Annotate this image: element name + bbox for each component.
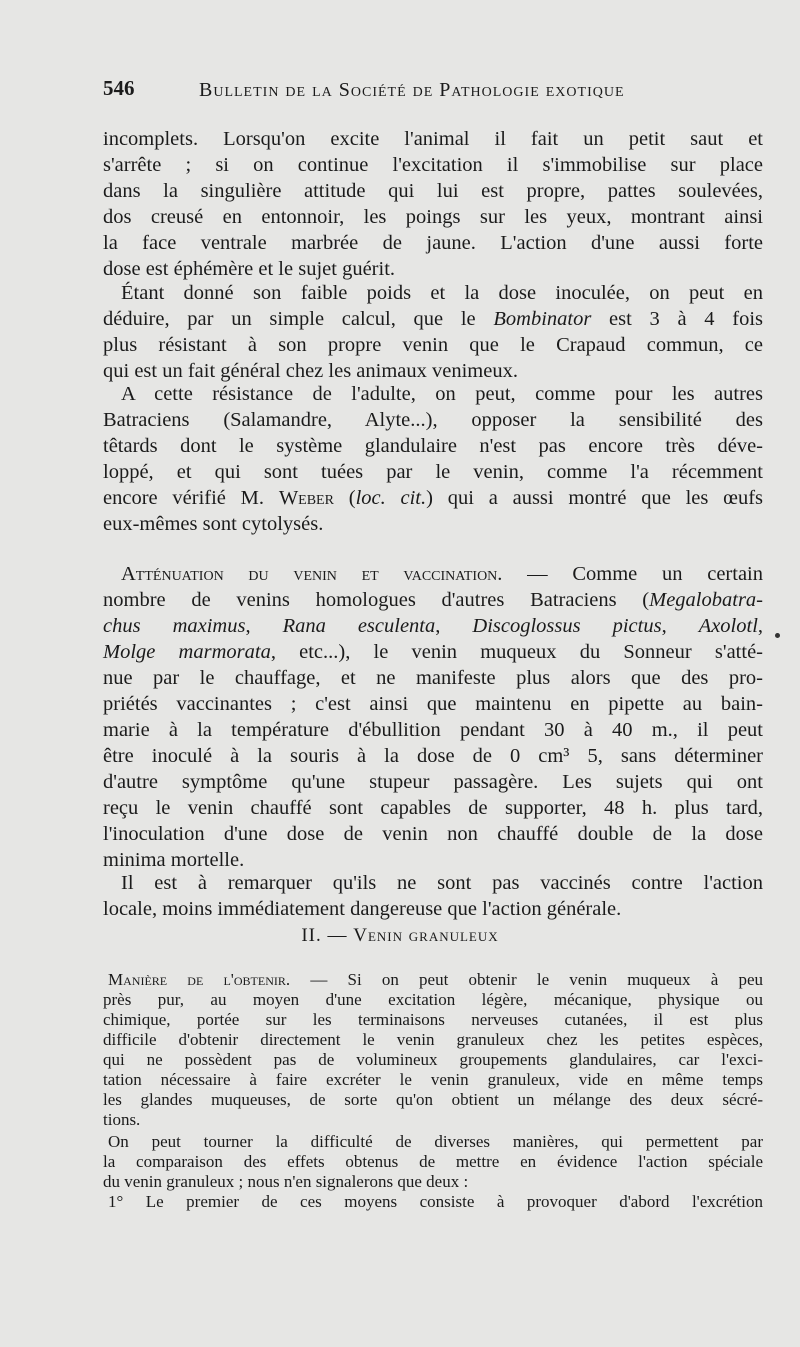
text-line: minima mortelle. xyxy=(103,849,245,871)
species-name: Bombinator xyxy=(493,308,592,330)
text-line: têtards dont le système glandulaire n'est pas encore très déve- xyxy=(103,435,763,457)
text-line: priétés vaccinantes ; c'est ainsi que maintenu en pipette au bain- xyxy=(103,693,763,715)
text-line: difficile d'obtenir directement le venin granuleux chez les petites espèces, xyxy=(103,1030,763,1049)
text-line: 1° Le premier de ces moyens consiste à provoquer d'abord l'excrétion xyxy=(108,1192,763,1211)
text-line: Batraciens (Salamandre, Alyte...), opposer la sensibilité des xyxy=(103,409,763,431)
text-line: encore vérifié M. Weber (loc. cit.) qui a aussi montré que les œufs xyxy=(103,487,764,509)
text-line: nombre de venins homologues d'autres Batraciens (Megalobatra- xyxy=(103,589,763,611)
text-line: chimique, portée sur les terminaisons nerveuses cutanées, il est plus xyxy=(103,1010,763,1029)
text-line: près pur, au moyen d'une excitation légère, mécanique, physique ou xyxy=(103,990,763,1009)
text-line: tation nécessaire à faire excréter le venin granuleux, vide en même temps xyxy=(103,1070,763,1089)
subsection-heading: Manière de l'obtenir. xyxy=(108,970,291,989)
text-line: locale, moins immédiatement dangereuse que l'action générale. xyxy=(103,898,622,920)
text-line: loppé, et qui sont tuées par le venin, comme l'a récemment xyxy=(103,461,763,483)
text-line: Il est à remarquer qu'ils ne sont pas vaccinés contre l'action xyxy=(121,872,763,894)
text-line: dose est éphémère et le sujet guérit. xyxy=(103,258,396,280)
text-line: Manière de l'obtenir. — Si on peut obtenir le venin muqueux à peu xyxy=(108,970,763,989)
running-title: Bulletin de la Société de Pathologie exotique xyxy=(199,79,625,101)
text-line: chus maximus, Rana esculenta, Discoglossus pictus, Axolotl, xyxy=(103,615,764,637)
text-line: tions. xyxy=(103,1110,141,1129)
text-line: dos creusé en entonnoir, les poings sur les yeux, montrant ainsi xyxy=(103,206,763,228)
text-line: l'inoculation d'une dose de venin non chauffé double de la dose xyxy=(103,823,763,845)
text-line: plus résistant à son propre venin que le Crapaud commun, ce xyxy=(103,334,763,356)
ink-speck xyxy=(775,633,780,638)
text-line: les glandes muqueuses, de sorte qu'on obtient un mélange des deux sécré- xyxy=(103,1090,763,1109)
text-line: la comparaison des effets obtenus de mettre en évidence l'action spéciale xyxy=(103,1152,763,1171)
text-line: A cette résistance de l'adulte, on peut, comme pour les autres xyxy=(121,383,763,405)
text-line: Atténuation du venin et vaccination. — Comme un certain xyxy=(121,563,763,585)
text-line: Molge marmorata, etc...), le venin muqueux du Sonneur s'atté- xyxy=(103,641,763,663)
text-line: nue par le chauffage, et ne manifeste plus alors que des pro- xyxy=(103,667,763,689)
text-line: On peut tourner la difficulté de diverses manières, qui permettent par xyxy=(108,1132,763,1151)
text-line: eux-mêmes sont cytolysés. xyxy=(103,513,324,535)
text-line: déduire, par un simple calcul, que le Bombinator est 3 à 4 fois xyxy=(103,308,764,330)
text-line: être inoculé à la souris à la dose de 0 cm³ 5, sans déterminer xyxy=(103,745,763,767)
text-line: du venin granuleux ; nous n'en signalerons que deux : xyxy=(103,1172,469,1191)
text-line: qui est un fait général chez les animaux venimeux. xyxy=(103,360,518,382)
text-line: qui ne possèdent pas de volumineux groupements glandulaires, car l'exci- xyxy=(103,1050,763,1069)
section-heading: II. — Venin granuleux xyxy=(301,925,499,946)
running-header xyxy=(103,76,763,106)
text-line: marie à la température d'ébullition pendant 30 à 40 m., il peut xyxy=(103,719,763,741)
text-line: s'arrête ; si on continue l'excitation il s'immobilise sur place xyxy=(103,154,763,176)
citation: loc. cit. xyxy=(355,487,427,509)
text-line: dans la singulière attitude qui lui est propre, pattes soulevées, xyxy=(103,180,763,202)
text-line: incomplets. Lorsqu'on excite l'animal il fait un petit saut et xyxy=(103,128,763,150)
author-name: Weber xyxy=(278,487,334,509)
subsection-heading: Atténuation du venin et vaccination. xyxy=(121,563,503,585)
text-line: d'autre symptôme qu'une stupeur passagère. Les sujets qui ont xyxy=(103,771,763,793)
text-line: la face ventrale marbrée de jaune. L'action d'une aussi forte xyxy=(103,232,763,254)
page-number: 546 xyxy=(103,76,135,100)
text-line: Étant donné son faible poids et la dose inoculée, on peut en xyxy=(121,282,763,304)
text-line: reçu le venin chauffé sont capables de supporter, 48 h. plus tard, xyxy=(103,797,763,819)
